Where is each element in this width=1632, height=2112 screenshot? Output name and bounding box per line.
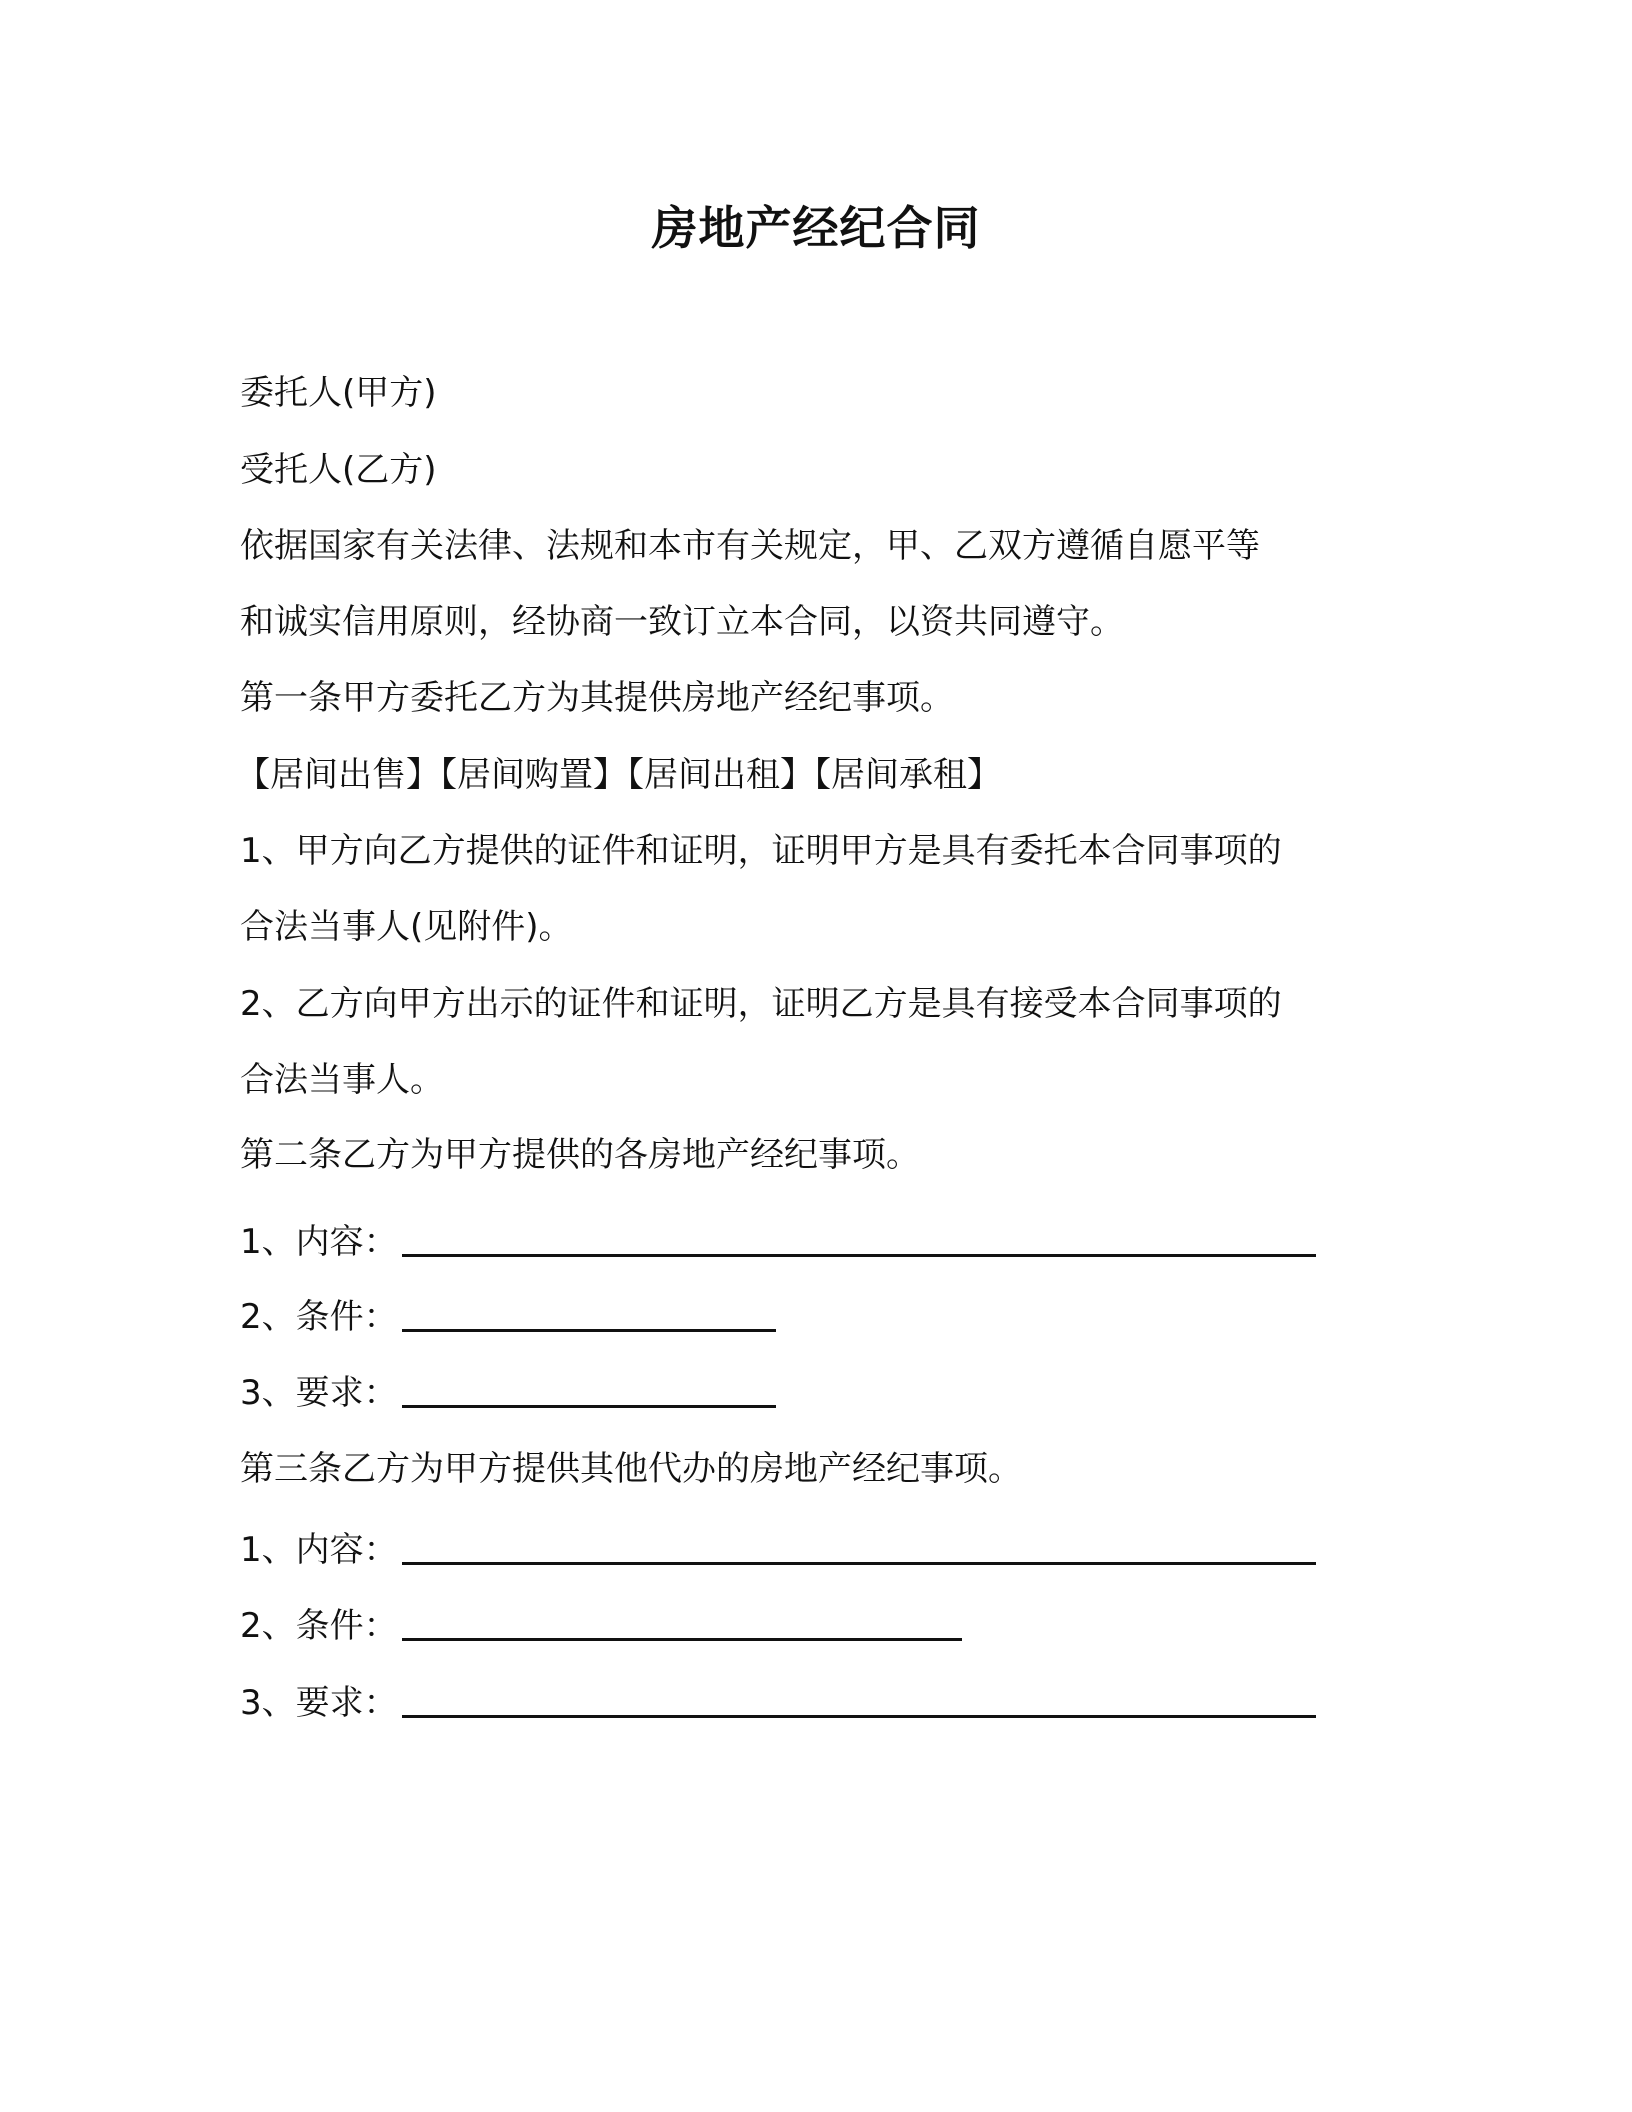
condition-blank-input[interactable] [402, 1602, 962, 1641]
field-label: 1、内容： [240, 1530, 398, 1570]
article-3-content-field [240, 1526, 1316, 1574]
field-label: 2、条件： [240, 1297, 398, 1337]
clause-1-line-2: 合法当事人(见附件)。 [240, 907, 573, 947]
article-2-heading: 第二条乙方为甲方提供的各房地产经纪事项。 [240, 1135, 920, 1175]
field-label: 3、要求： [240, 1373, 398, 1413]
field-label: 2、条件： [240, 1606, 398, 1646]
principal-party-line: 委托人(甲方) [240, 373, 437, 413]
article-3-requirement-field [240, 1679, 1316, 1727]
article-1-heading: 第一条甲方委托乙方为其提供房地产经纪事项。 [240, 678, 954, 718]
preamble-line-2: 和诚实信用原则，经协商一致订立本合同，以资共同遵守。 [240, 602, 1124, 642]
service-type-options: 【居间出售】【居间购置】【居间出租】【居间承租】 [236, 755, 1001, 795]
clause-2-line-1: 2、乙方向甲方出示的证件和证明，证明乙方是具有接受本合同事项的 [240, 984, 1282, 1024]
requirement-blank-input[interactable] [402, 1679, 1316, 1718]
field-label: 1、内容： [240, 1222, 398, 1262]
article-2-requirement-field [240, 1369, 776, 1417]
article-2-condition-field [240, 1293, 776, 1341]
requirement-blank-input[interactable] [402, 1369, 776, 1408]
article-3-heading: 第三条乙方为甲方提供其他代办的房地产经纪事项。 [240, 1449, 1022, 1489]
field-label: 3、要求： [240, 1683, 398, 1723]
content-blank-input[interactable] [402, 1526, 1316, 1565]
article-2-content-field [240, 1218, 1316, 1266]
clause-2-line-2: 合法当事人。 [240, 1060, 444, 1100]
content-blank-input[interactable] [402, 1218, 1316, 1257]
preamble-line-1: 依据国家有关法律、法规和本市有关规定，甲、乙双方遵循自愿平等 [240, 526, 1260, 566]
condition-blank-input[interactable] [402, 1293, 776, 1332]
article-3-condition-field [240, 1602, 962, 1650]
clause-1-line-1: 1、甲方向乙方提供的证件和证明，证明甲方是具有委托本合同事项的 [240, 831, 1282, 871]
agent-party-line: 受托人(乙方) [240, 450, 437, 490]
document-title: 房地产经纪合同 [651, 201, 981, 255]
